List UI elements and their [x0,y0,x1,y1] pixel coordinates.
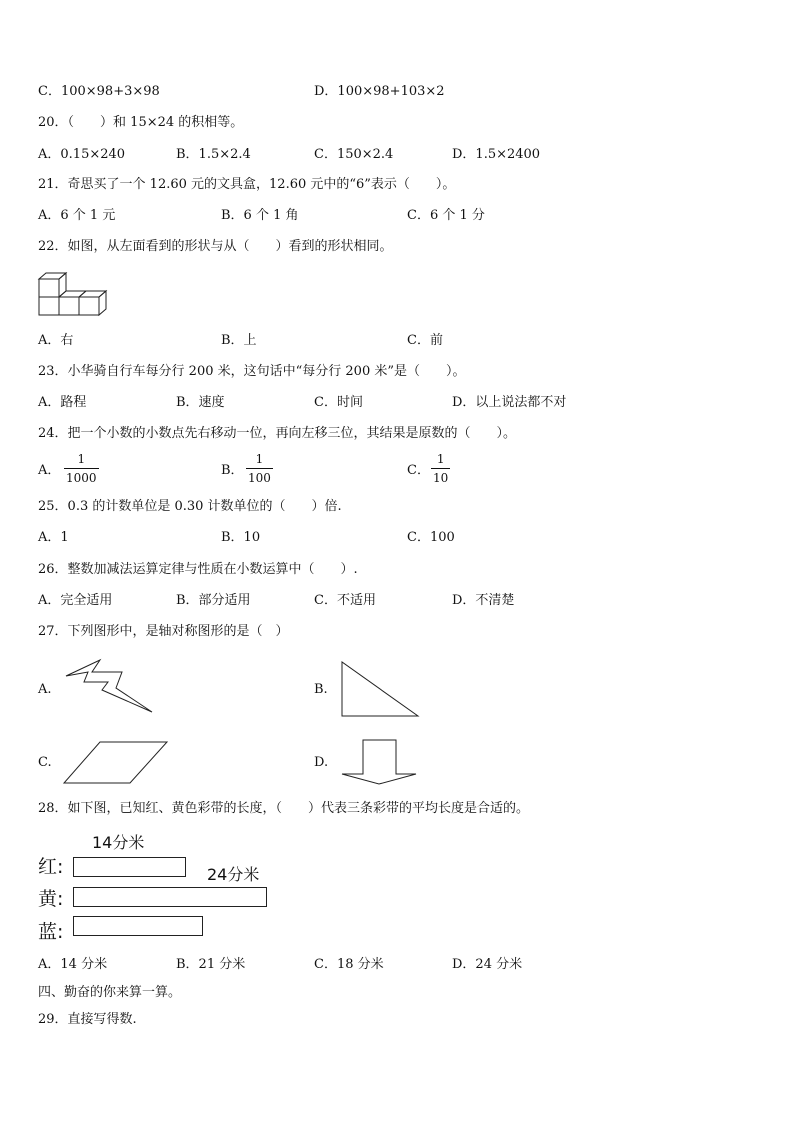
yellow-ribbon-label: 黄: [38,888,64,910]
q21-stem: 21．奇思买了一个 12.60 元的文具盒，12.60 元中的“6”表示（ ）。 [38,177,456,192]
cube-stack-icon [38,270,114,318]
down-arrow-icon [340,738,420,786]
q23-option-b: B．速度 [176,395,225,410]
q21-option-b: B．6 个 1 角 [221,208,299,223]
q24-option-c-label: C． [407,463,430,478]
yellow-ribbon-bar [73,887,267,907]
fraction-numerator: 1 [77,452,86,466]
q27-stem: 27．下列图形中，是轴对称图形的是（ ） [38,624,289,639]
q24-option-b-label: B． [221,463,244,478]
q23-option-c: C．时间 [314,395,363,410]
q20-stem: 20．（ ）和 15×24 的积相等。 [38,115,244,130]
q22-stem: 22．如图，从左面看到的形状与从（ ）看到的形状相同。 [38,239,393,254]
section-title: 四、勤奋的你来算一算。 [38,985,182,1000]
q20-option-d: D．1.5×2400 [452,147,541,162]
fraction-denominator: 1000 [64,468,99,485]
lightning-bolt-icon [64,658,156,716]
fraction-numerator: 1 [255,452,264,466]
q24-option-a-fraction [64,452,99,485]
q22-option-c: C．前 [407,333,443,348]
red-ribbon-label: 红: [38,856,64,878]
q28-option-b: B．21 分米 [176,957,246,972]
q24-option-c-fraction [431,452,450,485]
parallelogram-icon [62,740,170,786]
q19-option-d: D．100×98+103×2 [314,84,445,99]
q25-option-c: C．100 [407,530,455,545]
q28-option-a: A．14 分米 [38,957,108,972]
q24-stem: 24．把一个小数的小数点先右移动一位，再向左移三位，其结果是原数的（ ）。 [38,426,517,441]
red-ribbon-bar [73,857,186,877]
q22-option-b: B．上 [221,333,257,348]
q24-option-b-fraction [246,452,273,485]
q25-option-b: B．10 [221,530,261,545]
q20-option-c: C．150×2.4 [314,147,394,162]
q25-stem: 25．0.3 的计数单位是 0.30 计数单位的（ ）倍. [38,499,342,514]
q28-option-d: D．24 分米 [452,957,523,972]
fraction-denominator: 100 [246,468,273,485]
q21-option-a: A．6 个 1 元 [38,208,116,223]
q28-option-c: C．18 分米 [314,957,384,972]
red-length-label: 14分米 [92,833,145,852]
q23-option-a: A．路程 [38,395,87,410]
q22-option-a: A．右 [38,333,74,348]
q27-option-b-label: B. [314,682,328,697]
q27-option-d-label: D. [314,755,329,770]
q23-option-d: D．以上说法都不对 [452,395,567,410]
right-triangle-icon [340,660,422,720]
q19-option-c: C．100×98+3×98 [38,84,160,99]
q25-option-a: A．1 [38,530,69,545]
q26-option-a: A．完全适用 [38,593,113,608]
q26-option-c: C．不适用 [314,593,376,608]
q23-stem: 23．小华骑自行车每分行 200 米，这句话中“每分行 200 米”是（ ）。 [38,364,466,379]
q27-option-a-label: A. [38,682,52,697]
yellow-length-label: 24分米 [207,865,260,884]
fraction-numerator: 1 [436,452,445,466]
q28-stem: 28．如下图，已知红、黄色彩带的长度，（ ）代表三条彩带的平均长度是合适的。 [38,801,530,816]
blue-ribbon-label: 蓝: [38,921,64,943]
fraction-denominator: 10 [431,468,450,485]
q21-option-c: C．6 个 1 分 [407,208,485,223]
q26-option-b: B．部分适用 [176,593,251,608]
q20-option-b: B．1.5×2.4 [176,147,251,162]
blue-ribbon-bar [73,916,203,936]
q24-option-a-label: A． [38,463,61,478]
q29-stem: 29．直接写得数. [38,1012,137,1027]
q27-option-c-label: C. [38,755,52,770]
q20-option-a: A．0.15×240 [38,147,126,162]
q26-stem: 26．整数加减法运算定律与性质在小数运算中（ ）. [38,562,358,577]
q26-option-d: D．不清楚 [452,593,515,608]
